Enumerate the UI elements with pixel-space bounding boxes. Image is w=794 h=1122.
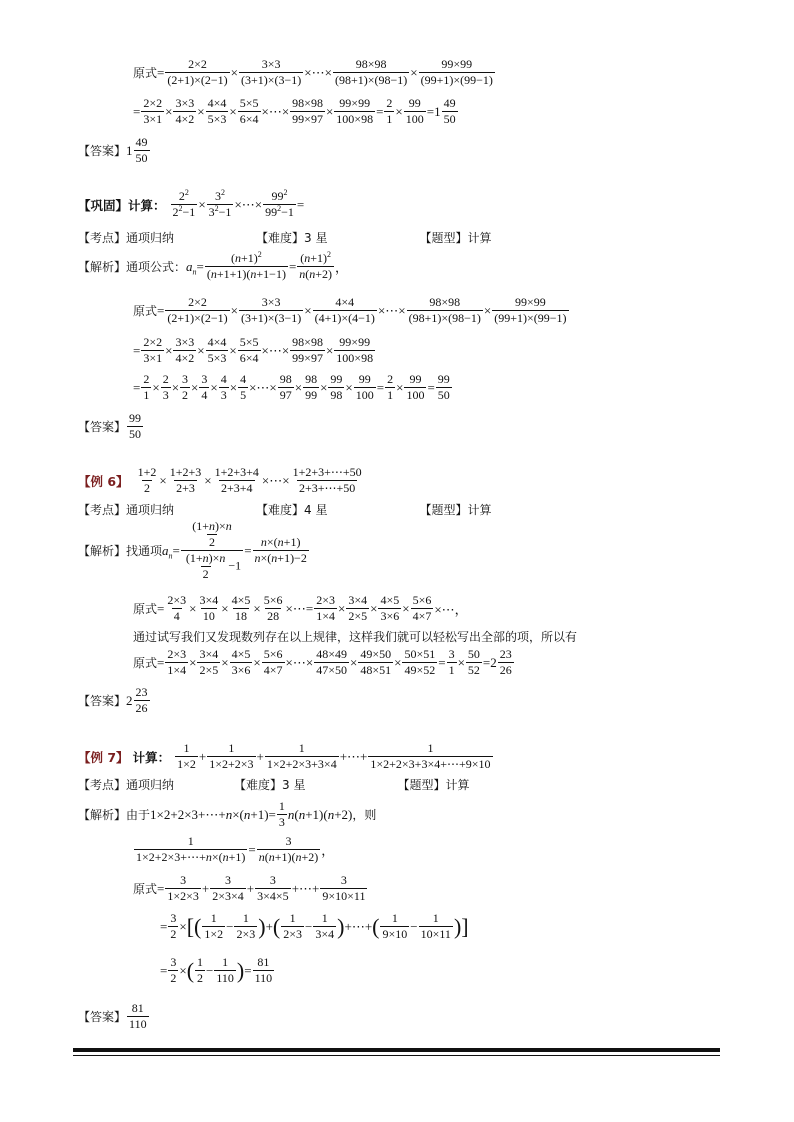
footer-rule-thick [73, 1048, 720, 1052]
answer-label: 【答案】 [78, 694, 127, 708]
tixing-label: 【题型】 [419, 231, 468, 245]
answer-label: 【答案】 [78, 420, 127, 434]
gonggu-title: 【巩固】 计算： $\frac{2^2}{2^2-1}$ × $\frac{3^2}{3^2-1}$ ×⋯× $\frac{99^2}{99^2-1}$ = [78, 188, 305, 219]
formula-label: 通项公式： [126, 260, 187, 274]
find-term-label: 找通项 [126, 544, 163, 558]
ex7-label: 【例 7】 [78, 749, 129, 765]
footer-rule-thin [73, 1055, 720, 1056]
gonggu-formula: 【解析】 通项公式： $a_n=$ $\frac{(n+1)^2}{(n+1+1)(n+1-1)}$ = $\frac{(n+1)^2}{n(n+2)}$ ， [78, 250, 349, 281]
jiexi-label: 【解析】 [78, 808, 127, 822]
tixing-value: 计算 [445, 778, 470, 792]
ex7-line3: = $\frac{3}{2}$ × ( 1 2 − $\frac{1}{110}$ ) = $\frac{81}{110}$ [160, 955, 273, 985]
jisuan-label: 计算： [128, 197, 166, 213]
ex6-term: 【解析】 找通项 $a_n=$ $\frac{(1+n)\times n}{2}$ $\frac{(1+n)\times n}{2}$ −1 = $\frac{n\times(n+1)}{n\times(n+1)-2}$ [78, 519, 307, 581]
yuanshi-label: 原式 [133, 602, 158, 616]
gonggu-line1: 原式 = $\frac{2\times 2}{(2+1)\times(2-1)}$ × $\frac{3\times 3}{(3+1)\times(3-1)}$ × $\frac{4\times 4}{(4+1)\times(4-1)}$ ×⋯× $\frac{98\times 98}{(98+1)\times(98-1)}$ × $\frac{99\times 99}{(99+1)\times(99-1)}$ [133, 295, 567, 325]
b1-line2: = $\frac{2\times 2}{3\times 1}$ × $\frac{3\times 3}{4\times 2}$ × $\frac{4\times 4}{5\times 3}$ × $\frac{5\times 5}{6\times 4}$ ×⋯× $\frac{98\times 98}{99\times 97}$ × $\frac{99\times 99}{100\times 98}$ = $\frac{2}{1}$ × $\frac{99}{100}$ =1 49 50 [133, 96, 456, 126]
yuanshi-label: 原式 [133, 304, 158, 318]
ex6-label: 【例 6】 [78, 473, 129, 489]
ex6-note [133, 628, 577, 645]
kaodian-value: 通项归纳 [126, 778, 175, 792]
ex7-since: 【解析】 由于 1×2+2×3+⋯+n×(n+1)= $\frac{1}{3}$ n(n+1)(n+2) ，则 [78, 799, 377, 829]
kaodian-label: 【考点】 [78, 503, 127, 517]
ex6-title: 【例 6】 $\frac{1+2}{2}$ × $\frac{1+2+3}{2+3}$ × $\frac{1+2+3+4}{2+3+4}$ ×⋯× $\frac{1+2+3+\cdots+50}{2+3+\cdots+50}$ [78, 465, 362, 495]
nandu-label: 【难度】 [256, 231, 305, 245]
b1-answer: 【答案】 1 49 50 [78, 135, 148, 165]
kaodian-label: 【考点】 [78, 231, 127, 245]
yuanshi-label: 原式 [133, 656, 158, 670]
ex6-answer: 【答案】 2 23 26 [78, 685, 148, 715]
yuanshi-label: 原式 [133, 66, 158, 80]
ex7-meta [78, 776, 470, 793]
then-label: ，则 [352, 808, 377, 822]
ex7-identity: $\frac{1}{1\times 2+2\times 3+\cdots+n\times(n+1)}$ = $\frac{3}{n(n+1)(n+2)}$ ， [136, 834, 335, 864]
ex7-answer: 【答案】 81 110 [78, 1001, 147, 1031]
nandu-value: 4 星 [304, 503, 328, 517]
tixing-label: 【题型】 [419, 503, 468, 517]
jiexi-label: 【解析】 [78, 544, 127, 558]
tixing-value: 计算 [467, 503, 492, 517]
ex6-line1: 原式 = $\frac{2\times 3}{4}$ × $\frac{3\times 4}{10}$ × $\frac{4\times 5}{18}$ × $\frac{5\times 6}{28}$ ×⋯= $\frac{2\times 3}{1\times 4}$ × $\frac{3\times 4}{2\times 5}$ × $\frac{4\times 5}{3\times 6}$ × $\frac{5\times 6}{4\times 7}$ ×⋯， [133, 593, 468, 623]
ex6-note-text: 通过试写我们又发现数列存在以上规律，这样我们就可以轻松写出全部的项，所以有 [133, 630, 578, 644]
gonggu-line3: = $\frac{2}{1}$ × $\frac{2}{3}$ × $\frac{3}{2}$ × $\frac{3}{4}$ × $\frac{4}{3}$ × $\frac{4}{5}$ ×⋯× $\frac{98}{97}$ × $\frac{98}{99}$ × $\frac{99}{98}$ × $\frac{99}{100}$ = $\frac{2}{1}$ × $\frac{99}{100}$ = $\frac{99}{50}$ [133, 372, 450, 402]
ex7-title: 【例 7】 计算： 1 1×2 + $\frac{1}{1\times 2+2\times 3}$ + $\frac{1}{1\times 2+2\times 3+3\times 4}$ +⋯+ $\frac{1}{1\times 2+2\times 3+3\times 4+\cdots+9\times 10}$ [78, 741, 491, 771]
ex6-meta [78, 501, 492, 518]
kaodian-label: 【考点】 [78, 778, 127, 792]
kaodian-value: 通项归纳 [126, 231, 175, 245]
gonggu-line2: = $\frac{2\times 2}{3\times 1}$ × $\frac{3\times 3}{4\times 2}$ × $\frac{4\times 4}{5\times 3}$ × $\frac{5\times 5}{6\times 4}$ ×⋯× $\frac{98\times 98}{99\times 97}$ × $\frac{99\times 99}{100\times 98}$ [133, 335, 374, 365]
nandu-value: 3 星 [282, 778, 306, 792]
gonggu-meta [78, 229, 492, 246]
kaodian-value: 通项归纳 [126, 503, 175, 517]
gonggu-answer: 【答案】 99 50 [78, 411, 142, 441]
nandu-label: 【难度】 [234, 778, 283, 792]
nandu-value: 3 星 [304, 231, 328, 245]
nandu-label: 【难度】 [256, 503, 305, 517]
ex6-line2: 原式 = $\frac{2\times 3}{1\times 4}$ × $\frac{3\times 4}{2\times 5}$ × $\frac{4\times 5}{3\times 6}$ × $\frac{5\times 6}{4\times 7}$ ×⋯× $\frac{48\times 49}{47\times 50}$ × $\frac{49\times 50}{48\times 51}$ × $\frac{50\times 51}{49\times 52}$ = $\frac{3}{1}$ × $\frac{50}{52}$ =2 23 26 [133, 647, 512, 677]
gonggu-label: 【巩固】 [78, 197, 129, 213]
answer-label: 【答案】 [78, 1010, 127, 1024]
yuanshi-label: 原式 [133, 882, 158, 896]
answer-label: 【答案】 [78, 144, 127, 158]
tixing-value: 计算 [467, 231, 492, 245]
jiexi-label: 【解析】 [78, 260, 127, 274]
ex7-line2: = $\frac{3}{2}$ × [ ( 1 1×2 − $\frac{1}{2\times 3}$ ) + ( 1 2×3 − $\frac{1}{3\times 4}$ ) +⋯+ ( 1 9×10 − $\frac{1}{10\times 11}$ ) ] [160, 911, 469, 941]
ex7-line1: 原式 = $\frac{3}{1\times 2\times 3}$ + $\frac{3}{2\times 3\times 4}$ + $\frac{3}{3\times 4\times 5}$ +⋯+ $\frac{3}{9\times 10\times 11}$ [133, 873, 366, 903]
since-label: 由于 [126, 808, 151, 822]
jisuan-label: 计算： [132, 749, 171, 765]
b1-line1: 原式 = $\frac{2\times 2}{(2+1)\times(2-1)}$ × $\frac{3\times 3}{(3+1)\times(3-1)}$ ×⋯× $\frac{98\times 98}{(98+1)\times(98-1)}$ × $\frac{99\times 99}{(99+1)\times(99-1)}$ [133, 57, 493, 87]
tixing-label: 【题型】 [397, 778, 446, 792]
